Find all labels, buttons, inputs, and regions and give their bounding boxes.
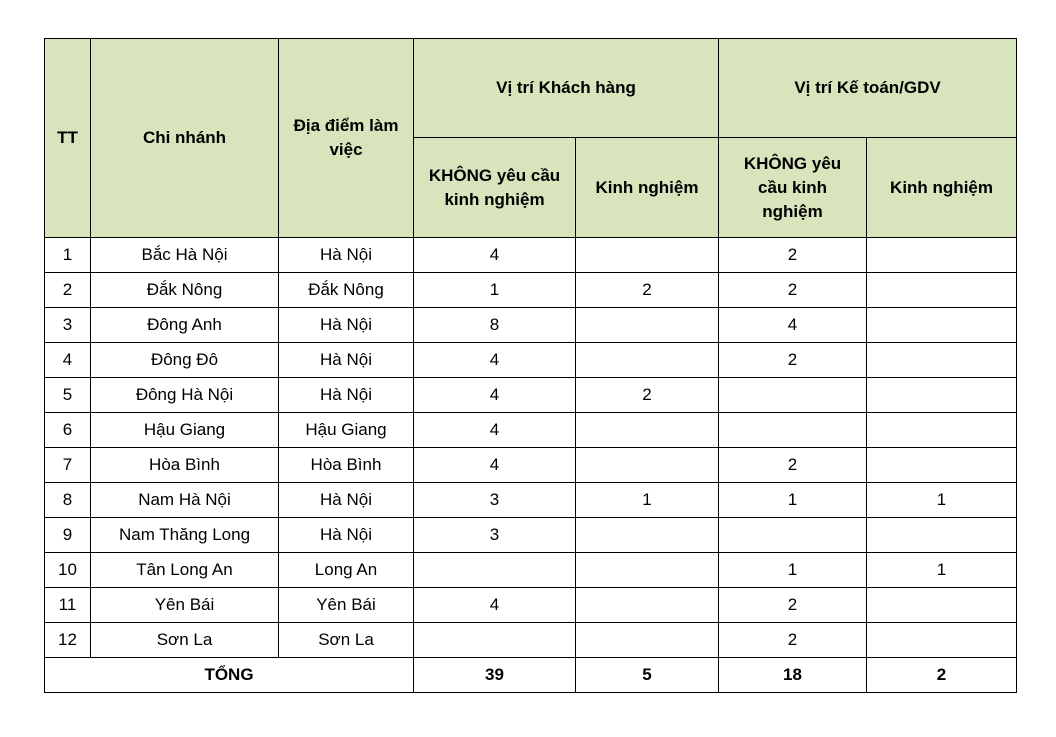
cell-location: Hà Nội [279,378,414,413]
cell-customer-no-experience: 8 [414,308,576,343]
cell-branch: Yên Bái [91,588,279,623]
cell-accounting-no-experience: 2 [719,448,867,483]
table-row [45,448,1017,483]
header-location: Địa điểm làm việc [279,39,414,238]
cell-accounting-experience [867,518,1017,553]
cell-customer-no-experience: 1 [414,273,576,308]
cell-customer-experience [576,413,719,448]
cell-branch: Bắc Hà Nội [91,238,279,273]
cell-customer-no-experience: 4 [414,238,576,273]
cell-customer-no-experience: 3 [414,518,576,553]
cell-customer-no-experience: 4 [414,343,576,378]
cell-branch: Sơn La [91,623,279,658]
table-row [45,483,1017,518]
cell-accounting-experience [867,623,1017,658]
cell-location: Hà Nội [279,343,414,378]
cell-customer-experience [576,623,719,658]
cell-accounting-experience [867,413,1017,448]
cell-customer-experience [576,308,719,343]
cell-accounting-experience: 1 [867,483,1017,518]
cell-accounting-experience [867,378,1017,413]
cell-location: Hà Nội [279,308,414,343]
cell-tt: 10 [45,553,91,588]
cell-customer-experience [576,588,719,623]
cell-accounting-no-experience: 2 [719,343,867,378]
header-group-accounting: Vị trí Kế toán/GDV [719,39,1017,138]
table-header [45,39,1017,238]
cell-tt: 4 [45,343,91,378]
header-tt: TT [45,39,91,238]
table-row [45,308,1017,343]
cell-accounting-no-experience [719,378,867,413]
table-row [45,623,1017,658]
cell-tt: 3 [45,308,91,343]
total-accounting-no-experience: 18 [719,658,867,693]
cell-branch: Đắk Nông [91,273,279,308]
cell-accounting-no-experience: 2 [719,273,867,308]
cell-accounting-experience [867,448,1017,483]
total-label: TỔNG [45,658,414,693]
table-row [45,588,1017,623]
table-row [45,273,1017,308]
cell-accounting-experience [867,588,1017,623]
total-customer-experience: 5 [576,658,719,693]
cell-customer-experience: 1 [576,483,719,518]
table-row [45,553,1017,588]
cell-location: Đắk Nông [279,273,414,308]
header-accounting-experience: Kinh nghiệm [867,138,1017,238]
cell-customer-no-experience: 4 [414,448,576,483]
cell-customer-no-experience: 4 [414,588,576,623]
header-customer-no-experience: KHÔNG yêu cầu kinh nghiệm [414,138,576,238]
header-group-customer: Vị trí Khách hàng [414,39,719,138]
cell-branch: Đông Đô [91,343,279,378]
cell-customer-no-experience [414,553,576,588]
cell-location: Sơn La [279,623,414,658]
cell-customer-experience [576,343,719,378]
cell-tt: 6 [45,413,91,448]
table-row [45,343,1017,378]
header-branch: Chi nhánh [91,39,279,238]
total-accounting-experience: 2 [867,658,1017,693]
cell-tt: 8 [45,483,91,518]
cell-accounting-no-experience: 1 [719,553,867,588]
cell-location: Hà Nội [279,518,414,553]
cell-accounting-experience [867,273,1017,308]
staff-table [44,38,1017,693]
cell-tt: 12 [45,623,91,658]
cell-tt: 11 [45,588,91,623]
cell-branch: Đông Hà Nội [91,378,279,413]
cell-tt: 1 [45,238,91,273]
cell-accounting-experience [867,238,1017,273]
cell-location: Yên Bái [279,588,414,623]
cell-branch: Đông Anh [91,308,279,343]
cell-accounting-experience [867,308,1017,343]
cell-location: Long An [279,553,414,588]
cell-customer-no-experience: 3 [414,483,576,518]
cell-accounting-no-experience: 2 [719,623,867,658]
cell-customer-no-experience: 4 [414,413,576,448]
total-customer-no-experience: 39 [414,658,576,693]
cell-accounting-no-experience: 4 [719,308,867,343]
table-body [45,238,1017,693]
cell-customer-experience [576,518,719,553]
table-row [45,413,1017,448]
cell-branch: Tân Long An [91,553,279,588]
cell-accounting-no-experience [719,518,867,553]
cell-tt: 5 [45,378,91,413]
table-row [45,518,1017,553]
cell-accounting-no-experience: 1 [719,483,867,518]
cell-tt: 9 [45,518,91,553]
cell-customer-experience [576,553,719,588]
header-accounting-no-experience: KHÔNG yêu cầu kinh nghiệm [719,138,867,238]
total-row [45,658,1017,693]
cell-location: Hòa Bình [279,448,414,483]
header-customer-experience: Kinh nghiệm [576,138,719,238]
cell-accounting-experience [867,343,1017,378]
cell-customer-experience [576,238,719,273]
cell-location: Hà Nội [279,238,414,273]
cell-branch: Nam Thăng Long [91,518,279,553]
cell-branch: Hòa Bình [91,448,279,483]
cell-accounting-no-experience: 2 [719,588,867,623]
cell-tt: 7 [45,448,91,483]
cell-accounting-no-experience [719,413,867,448]
cell-location: Hà Nội [279,483,414,518]
cell-customer-experience [576,448,719,483]
cell-customer-experience: 2 [576,273,719,308]
cell-branch: Nam Hà Nội [91,483,279,518]
cell-branch: Hậu Giang [91,413,279,448]
table-row [45,378,1017,413]
cell-accounting-experience: 1 [867,553,1017,588]
cell-location: Hậu Giang [279,413,414,448]
cell-customer-no-experience: 4 [414,378,576,413]
table-row [45,238,1017,273]
cell-customer-experience: 2 [576,378,719,413]
cell-customer-no-experience [414,623,576,658]
cell-accounting-no-experience: 2 [719,238,867,273]
cell-tt: 2 [45,273,91,308]
